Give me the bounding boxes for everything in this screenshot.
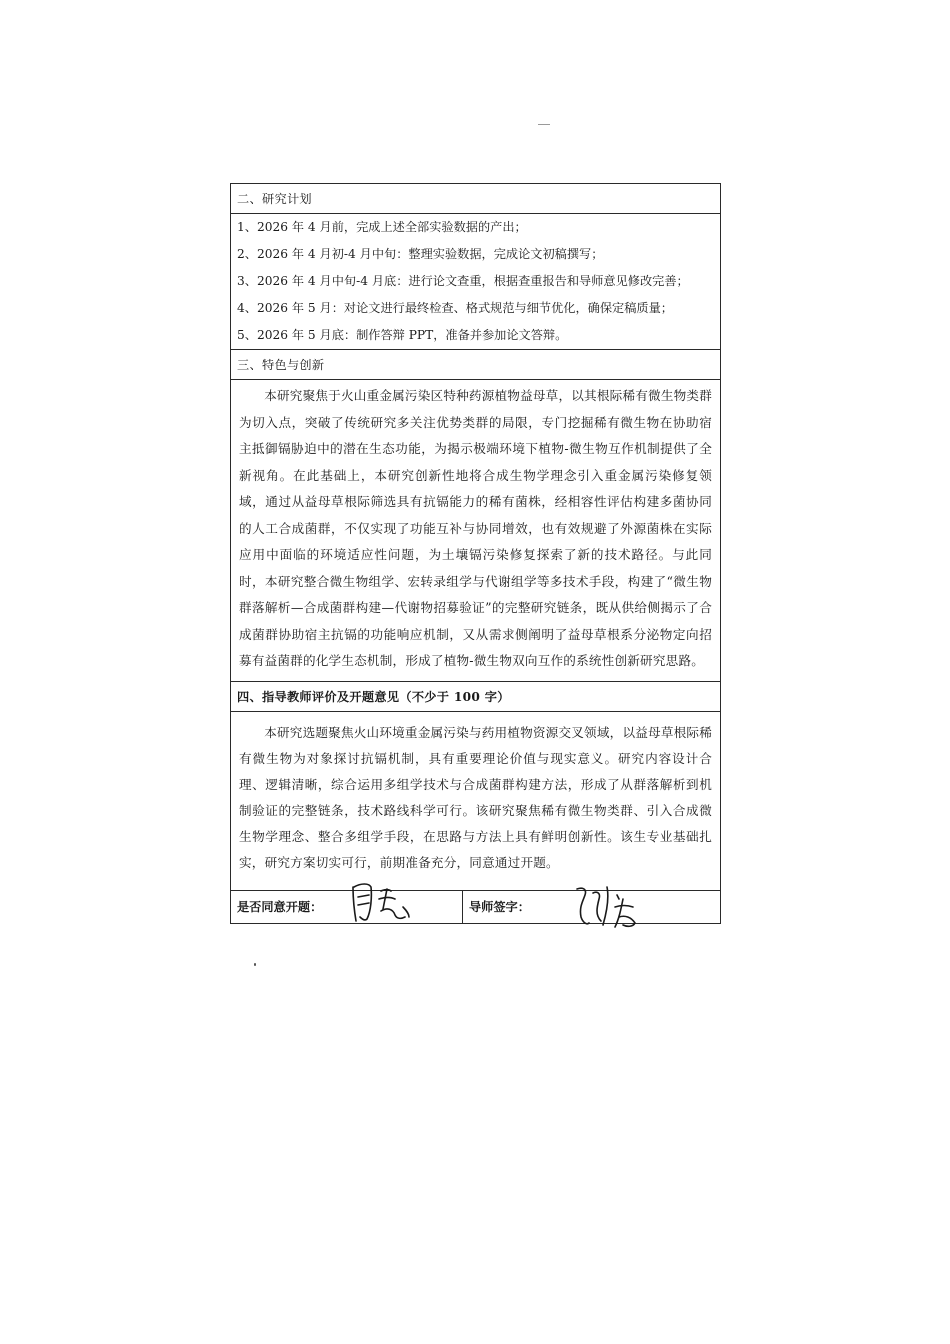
evaluation-paragraph: 本研究选题聚焦火山环境重金属污染与药用植物资源交叉领域，以益母草根际稀有微生物为对象探讨抗镉机制，具有重要理论价值与现实意义。研究内容设计合理、逻辑清晰，综合运用多组学技术与合成菌群构建方法，形成了从群落解析到机制验证的完整链条，技术路线科学可行。该研究聚焦稀有微生物类群、引入合成微生物学理念、整合多组学手段，在思路与方法上具有鲜明创新性。该生专业基础扎实，研究方案切实可行，前期准备充分，同意通过开题。 <box>239 724 712 870</box>
section-evaluation-body <box>231 711 721 890</box>
plan-item: 5、2026 年 5 月底：制作答辩 PPT，准备并参加论文答辩。 <box>237 328 568 342</box>
signature-row <box>231 890 721 923</box>
section-innovation-header-row <box>231 350 721 380</box>
plan-item: 2、2026 年 4 月初-4 月中旬：整理实验数据，完成论文初稿撰写； <box>237 247 604 261</box>
section-evaluation-body-row <box>231 711 721 890</box>
scan-mark-top <box>538 124 550 125</box>
plan-item: 1、2026 年 4 月前，完成上述全部实验数据的产出； <box>237 220 527 234</box>
advisor-handwritten-signature <box>571 881 651 931</box>
agree-handwritten-signature <box>347 877 417 925</box>
section-innovation-body <box>231 380 721 682</box>
proposal-form-table <box>230 183 721 924</box>
section-evaluation-title: 四、指导教师评价及开题意见（不少于 100 字） <box>231 681 721 711</box>
section-plan-body <box>231 214 721 350</box>
plan-item: 4、2026 年 5 月：对论文进行最终检查、格式规范与细节优化，确保定稿质量； <box>237 301 673 315</box>
innovation-paragraph: 本研究聚焦于火山重金属污染区特种药源植物益母草，以其根际稀有微生物类群为切入点，突破了传统研究多关注优势类群的局限，专门挖掘稀有微生物在协助宿主抵御镉胁迫中的潜在生态功能，为揭示极端环境下植物-微生物互作机制提供了全新视角。在此基础上，本研究创新性地将合成生物学理念引入重金属污染修复领域，通过从益母草根际筛选具有抗镉能力的稀有菌株，经相容性评估构建多菌协同的人工合成菌群，不仅实现了功能互补与协同增效，也有效规避了外源菌株在实际应用中面临的环境适应性问题，为土壤镉污染修复探索了新的技术路径。与此同时，本研究整合微生物组学、宏转录组学与代谢组学等多技术手段，构建了“微生物群落解析—合成菌群构建—代谢物招募验证”的完整研究链条，既从供给侧揭示了合成菌群协助宿主抗镉的功能响应机制，又从需求侧阐明了益母草根系分泌物定向招募有益菌群的化学生态机制，形成了植物-微生物双向互作的系统性创新研究思路。 <box>239 388 712 668</box>
plan-item: 3、2026 年 4 月中旬-4 月底：进行论文查重，根据查重报告和导师意见修改完善； <box>237 274 689 288</box>
section-plan-body-row <box>231 214 721 350</box>
section-plan-header-row <box>231 184 721 214</box>
agree-cell <box>231 890 463 923</box>
section-innovation-title: 三、特色与创新 <box>231 350 721 380</box>
agree-label: 是否同意开题： <box>237 900 323 914</box>
advisor-sign-cell <box>463 890 721 923</box>
scan-mark-bottom <box>254 963 256 966</box>
section-plan-title: 二、研究计划 <box>231 184 721 214</box>
advisor-sign-label: 导师签字： <box>469 900 530 914</box>
section-evaluation-header-row <box>231 681 721 711</box>
section-innovation-body-row <box>231 380 721 682</box>
